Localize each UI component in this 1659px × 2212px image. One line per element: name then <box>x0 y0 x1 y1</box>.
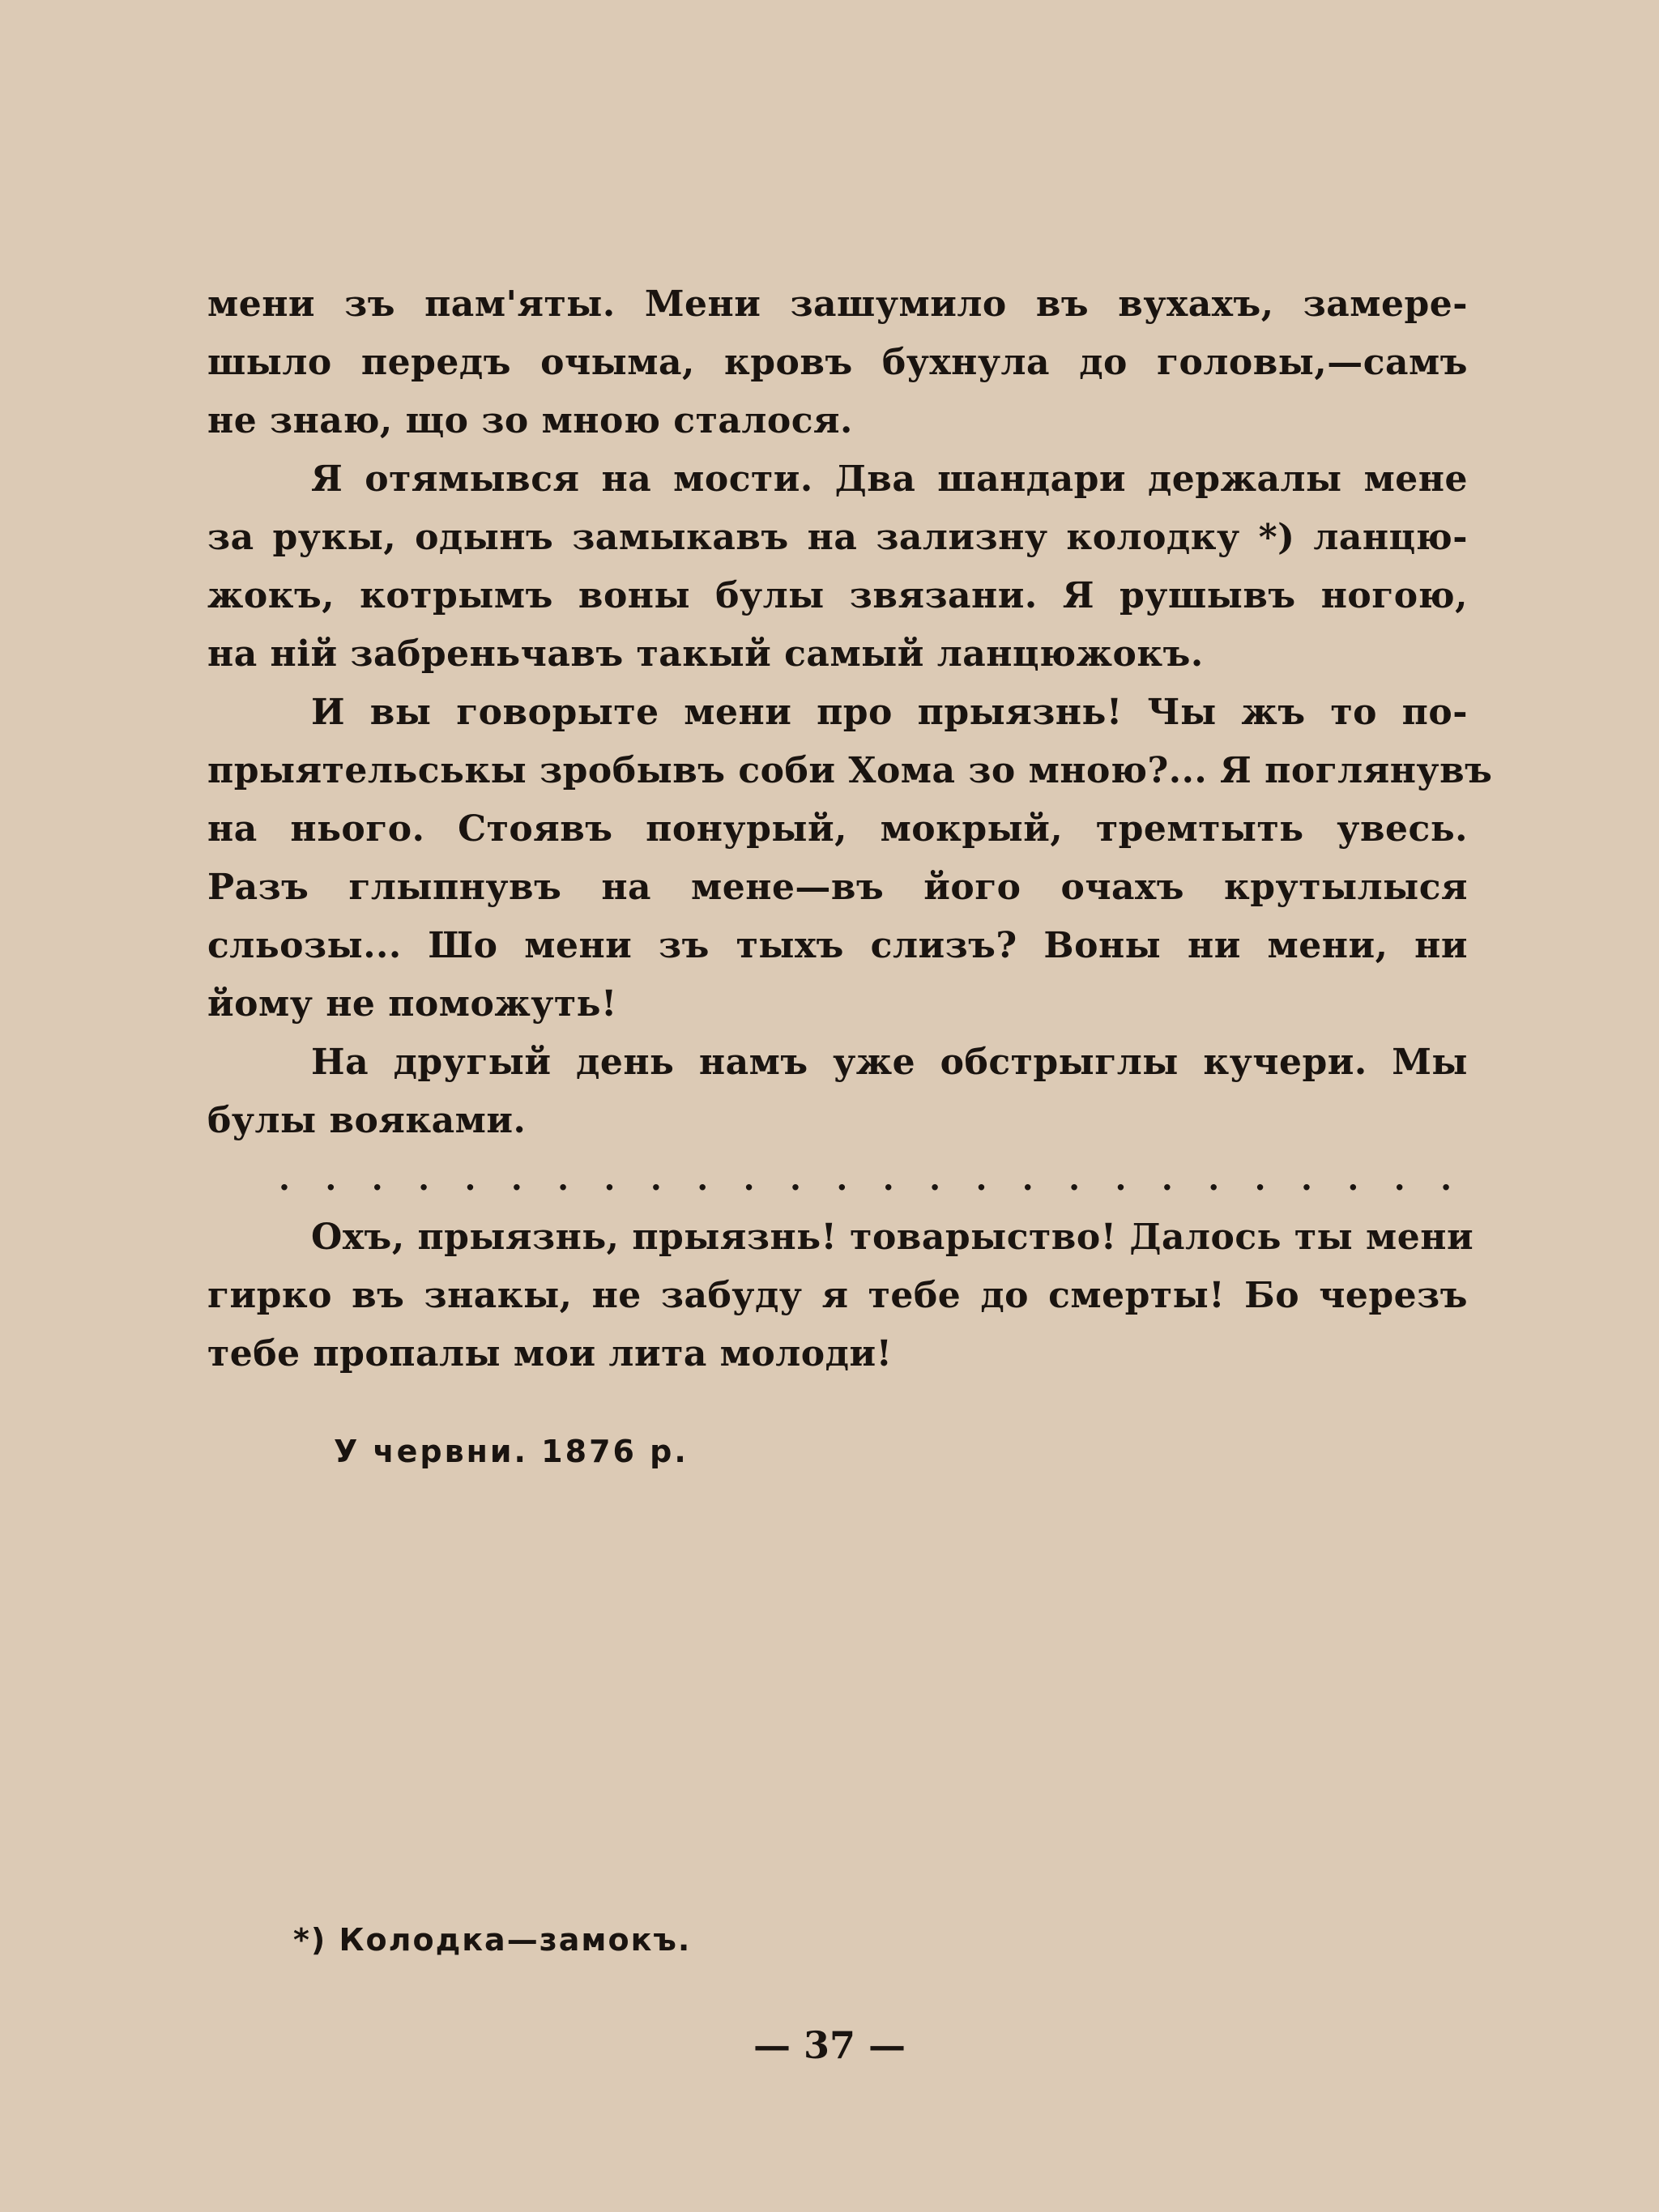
text-line: Я отямывся на мости. Два шандари держалы мене <box>311 458 1468 500</box>
date-signature: У червни. 1876 р. <box>334 1434 689 1469</box>
text-line: шыло передъ очыма, кровъ бухнула до головы,—самъ <box>207 342 1468 383</box>
text-line: за рукы, одынъ замыкавъ на зализну колодку *) ланцю- <box>207 517 1468 558</box>
text-line: на ній забреньчавъ такый самый ланцюжокъ. <box>207 633 1204 675</box>
footnote: *) Колодка—замокъ. <box>293 1922 692 1958</box>
section-separator: . . . . . . . . . . . . . . . . . . . . . . . . . . <box>279 1160 1452 1198</box>
text-line: тебе пропалы мои лита молоди! <box>207 1333 893 1375</box>
text-line: Разъ глыпнувъ на мене—въ його очахъ крутылыся <box>207 867 1468 908</box>
text-line: булы вояками. <box>207 1100 527 1141</box>
text-line: на нього. Стоявъ понурый, мокрый, тремтыть увесь. <box>207 808 1468 850</box>
text-line: На другый день намъ уже обстрыглы кучери. Мы <box>311 1042 1468 1083</box>
text-line: Охъ, прыязнь, прыязнь! товарыство! Далось ты мени <box>311 1217 1474 1258</box>
text-line: жокъ, котрымъ воны булы звязани. Я рушывъ ногою, <box>207 575 1468 616</box>
text-line: И вы говорыте мени про прыязнь! Чы жъ то по- <box>311 692 1468 733</box>
text-line: йому не поможуть! <box>207 983 617 1025</box>
text-line: мени зъ пам'яты. Мени зашумило въ вухахъ, замере- <box>207 283 1468 325</box>
main-text <box>207 275 1493 1383</box>
page-number: — 37 — <box>753 2023 906 2067</box>
text-line: сльозы... Шо мени зъ тыхъ слизъ? Воны ни мени, ни <box>207 925 1468 966</box>
text-line: прыятельськы зробывъ соби Хома зо мною?... Я поглянувъ <box>207 750 1493 791</box>
text-line: гирко въ знакы, не забуду я тебе до смерты! Бо черезъ <box>207 1275 1468 1316</box>
text-line: не знаю, що зо мною сталося. <box>207 400 853 441</box>
